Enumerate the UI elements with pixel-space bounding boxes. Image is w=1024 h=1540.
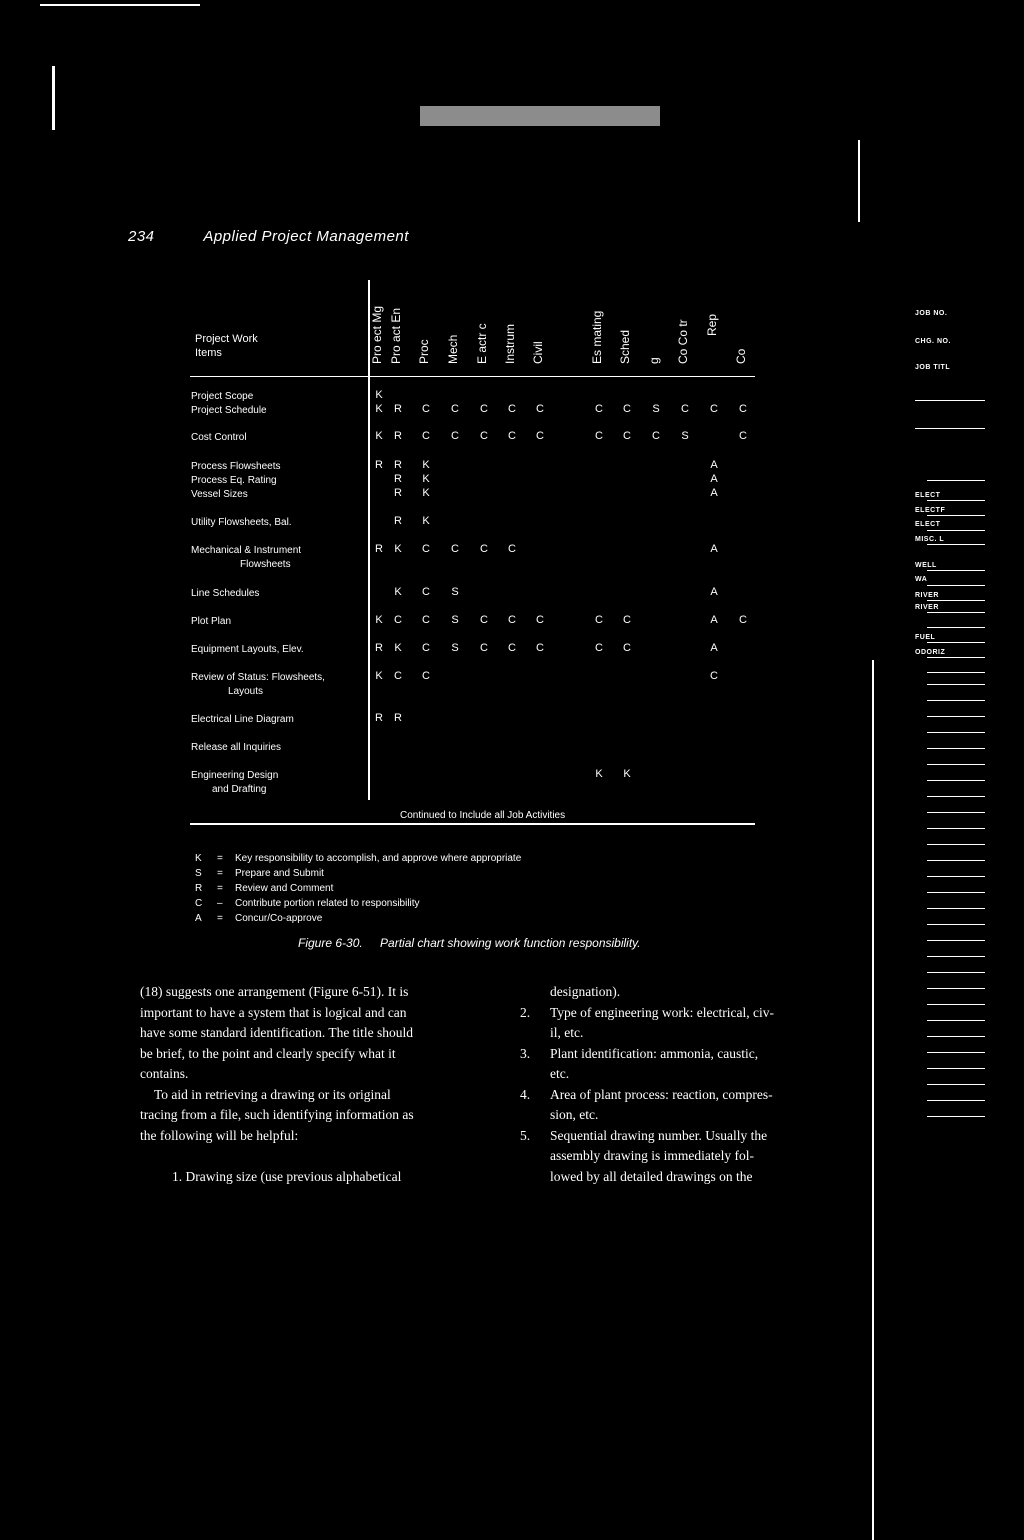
list-number — [520, 1167, 550, 1188]
column-header-label: E actr c — [475, 323, 489, 364]
column-header-label: Pro ect Mg — [370, 305, 384, 364]
column-header — [618, 300, 636, 364]
side-panel-label: JOB NO. — [915, 310, 948, 317]
list-number — [520, 1105, 550, 1126]
side-panel-label: ELECT — [915, 521, 941, 528]
legend-text: Concur/Co-approve — [235, 913, 323, 924]
list-number: 3. — [520, 1045, 531, 1061]
side-panel-rule — [927, 924, 985, 925]
table-cell: C — [451, 430, 459, 442]
side-panel-rule — [927, 876, 985, 877]
table-cell: C — [480, 403, 488, 415]
side-panel-rule — [927, 940, 985, 941]
row-label: Vessel Sizes — [191, 489, 248, 500]
row-label: Mechanical & Instrument — [191, 545, 302, 556]
table-cell: C — [394, 670, 402, 682]
legend-key: A — [195, 913, 202, 924]
figure-caption-text: Partial chart showing work function responsibility. — [380, 936, 641, 950]
row-label: Process Eq. Rating — [191, 475, 277, 486]
side-panel-rule — [927, 780, 985, 781]
table-cell: S — [681, 430, 689, 442]
table-cell: C — [480, 543, 488, 555]
body-line: To aid in retrieving a drawing or its original — [154, 1086, 391, 1102]
list-number: 2. — [520, 1004, 531, 1020]
list-item — [520, 982, 820, 1003]
work-items-header-line1: Project Work — [195, 333, 258, 345]
body-line: contains. — [140, 1066, 189, 1081]
list-item — [520, 1023, 820, 1044]
table-cell: C — [739, 403, 747, 415]
table-cell: K — [375, 389, 383, 401]
legend-key: K — [195, 853, 202, 864]
table-cell: C — [422, 670, 430, 682]
table-cell: R — [394, 459, 402, 471]
side-panel-rule — [915, 428, 985, 429]
side-panel-rule — [927, 530, 985, 531]
table-cell: C — [451, 543, 459, 555]
table-cell: R — [394, 487, 402, 499]
table-cell: C — [422, 586, 430, 598]
side-panel-rule — [927, 1052, 985, 1053]
side-panel-rule — [927, 480, 985, 481]
table-cell: C — [739, 614, 747, 626]
side-panel-label: WA — [915, 576, 928, 583]
side-panel-rule — [927, 1100, 985, 1101]
side-panel-rule — [927, 812, 985, 813]
side-panel-rule — [927, 544, 985, 545]
list-text: assembly drawing is immediately fol- — [550, 1148, 754, 1163]
table-cell: S — [451, 642, 459, 654]
side-panel-rule — [927, 892, 985, 893]
column-header-label: Co Co tr — [676, 319, 690, 364]
legend-item — [195, 851, 521, 866]
side-panel-rule — [927, 908, 985, 909]
table-cell: A — [710, 487, 718, 499]
table-cell: A — [710, 543, 718, 555]
top-edge-line — [40, 4, 200, 6]
table-cell: R — [375, 543, 383, 555]
side-panel-rule — [927, 672, 985, 673]
page-header — [128, 228, 409, 245]
continued-note: Continued to Include all Job Activities — [400, 810, 566, 821]
side-panel-rule — [927, 684, 985, 685]
list-item — [520, 1003, 820, 1024]
table-cell: C — [652, 430, 660, 442]
list-number: 4. — [520, 1086, 531, 1102]
table-cell: C — [623, 403, 631, 415]
list-text: etc. — [550, 1066, 570, 1081]
legend-key: C — [195, 898, 203, 909]
table-cell: K — [422, 459, 430, 471]
body-line — [140, 1146, 475, 1167]
side-panel-label: RIVER — [915, 604, 939, 611]
side-panel-label: ELECTF — [915, 507, 946, 514]
table-cell: R — [394, 712, 402, 724]
list-item — [520, 1126, 820, 1147]
table-cell: K — [394, 586, 402, 598]
legend-text: Prepare and Submit — [235, 868, 324, 879]
table-cell: C — [422, 642, 430, 654]
side-panel-rule — [927, 828, 985, 829]
table-cell: K — [394, 642, 402, 654]
column-header — [389, 300, 407, 364]
table-cell: C — [422, 430, 430, 442]
column-header-label: g — [647, 357, 661, 364]
work-items-header-line2: Items — [195, 347, 222, 359]
column-header — [590, 300, 608, 364]
figure-number: Figure 6-30. — [298, 936, 363, 950]
table-cell: C — [508, 543, 516, 555]
body-line: (18) suggests one arrangement (Figure 6-51). It is — [140, 984, 409, 999]
running-title: Applied Project Management — [203, 228, 409, 245]
list-number — [520, 1064, 550, 1085]
side-panel-rule — [927, 748, 985, 749]
row-label: Process Flowsheets — [191, 461, 281, 472]
table-cell: C — [595, 430, 603, 442]
table-cell: R — [375, 642, 383, 654]
row-label: Cost Control — [191, 432, 247, 443]
column-header-label: Sched — [618, 329, 632, 364]
column-header — [417, 300, 435, 364]
table-cell: C — [508, 430, 516, 442]
row-label: Layouts — [228, 686, 264, 697]
table-cell: K — [375, 430, 383, 442]
legend-sep: = — [217, 913, 223, 924]
column-header-label: Instrum — [503, 323, 517, 364]
column-header — [503, 300, 521, 364]
table-cell: C — [710, 403, 718, 415]
table-cell: C — [422, 403, 430, 415]
body-text-right — [520, 982, 820, 1187]
table-cell: S — [451, 586, 459, 598]
table-cell: C — [480, 642, 488, 654]
page-number: 234 — [128, 228, 155, 245]
body-text-left — [140, 982, 475, 1187]
table-cell: C — [623, 642, 631, 654]
list-number — [520, 1023, 550, 1044]
table-cell: K — [375, 403, 383, 415]
table-cell: C — [422, 543, 430, 555]
column-header-label: Civil — [531, 341, 545, 364]
list-item — [520, 1146, 820, 1167]
side-panel-label: JOB TITL — [915, 364, 951, 371]
table-cell: K — [394, 543, 402, 555]
table-cell: C — [508, 614, 516, 626]
column-header-label: Co — [734, 348, 748, 364]
side-panel-rule — [927, 627, 985, 628]
column-header-label: Pro act En — [389, 307, 403, 364]
side-panel-rule — [927, 1068, 985, 1069]
table-cell: C — [739, 430, 747, 442]
list-text: il, etc. — [550, 1025, 584, 1040]
side-panel-rule — [927, 844, 985, 845]
table-cell: R — [375, 712, 383, 724]
side-panel-rule — [927, 1084, 985, 1085]
column-header — [705, 272, 723, 336]
side-panel-rule — [927, 1004, 985, 1005]
legend-sep: = — [217, 868, 223, 879]
table-cell: C — [422, 614, 430, 626]
side-panel-rule — [927, 972, 985, 973]
table-cell: C — [451, 403, 459, 415]
table-cell: C — [508, 642, 516, 654]
table-cell: A — [710, 586, 718, 598]
legend-item — [195, 911, 322, 926]
body-line: be brief, to the point and clearly specify what it — [140, 1045, 396, 1061]
body-line: important to have a system that is logical and can — [140, 1004, 407, 1020]
left-margin-bar — [52, 66, 55, 130]
table-cell: K — [623, 768, 631, 780]
row-label: Equipment Layouts, Elev. — [191, 644, 304, 655]
table-cell: S — [451, 614, 459, 626]
table-cell: R — [394, 403, 402, 415]
side-panel-rule — [927, 988, 985, 989]
table-cell: C — [595, 403, 603, 415]
side-panel-rule — [927, 956, 985, 957]
table-cell: A — [710, 614, 718, 626]
legend-text: Review and Comment — [235, 883, 334, 894]
table-cell: R — [394, 515, 402, 527]
legend-text: Key responsibility to accomplish, and approve where appropriate — [235, 853, 522, 864]
body-line: tracing from a file, such identifying information as — [140, 1107, 414, 1122]
list-text: lowed by all detailed drawings on the — [550, 1168, 753, 1184]
right-edge-bar — [872, 660, 874, 1540]
table-cell: C — [595, 614, 603, 626]
table-cell: A — [710, 473, 718, 485]
right-margin-bar — [858, 140, 860, 222]
side-panel-label: FUEL — [915, 634, 936, 641]
table-cell: R — [394, 473, 402, 485]
row-label: Plot Plan — [191, 616, 232, 627]
side-panel-rule — [927, 515, 985, 516]
side-panel-rule — [927, 764, 985, 765]
legend-sep: – — [217, 898, 223, 909]
list-number — [520, 982, 550, 1003]
legend-item — [195, 881, 333, 896]
table-cell: C — [536, 642, 544, 654]
table-cell: C — [508, 403, 516, 415]
list-number: 5. — [520, 1127, 531, 1143]
table-cell: S — [652, 403, 660, 415]
side-panel-rule — [927, 642, 985, 643]
row-label: Engineering Design — [191, 770, 279, 781]
side-panel-rule — [915, 400, 985, 401]
row-label: Electrical Line Diagram — [191, 714, 294, 725]
table-cell: C — [536, 614, 544, 626]
table-cell: A — [710, 459, 718, 471]
column-header — [734, 300, 752, 364]
table-cell: K — [375, 614, 383, 626]
table-cell: A — [710, 642, 718, 654]
work-items-header — [195, 332, 258, 360]
table-cell: K — [375, 670, 383, 682]
list-text: Type of engineering work: electrical, civ- — [550, 1004, 774, 1020]
column-header — [531, 300, 549, 364]
column-header-label: Es mating — [590, 310, 604, 364]
row-label: Project Scope — [191, 391, 254, 402]
table-cell: C — [536, 403, 544, 415]
side-panel-rule — [927, 570, 985, 571]
list-text: Plant identification: ammonia, caustic, — [550, 1045, 759, 1061]
table-cell: C — [480, 430, 488, 442]
table-header-rule — [190, 376, 755, 377]
side-panel-rule — [927, 700, 985, 701]
list-item — [520, 1044, 820, 1065]
list-text: Area of plant process: reaction, compres- — [550, 1086, 773, 1102]
side-panel-rule — [927, 657, 985, 658]
list-text: sion, etc. — [550, 1107, 599, 1122]
legend-sep: = — [217, 883, 223, 894]
list-text: Sequential drawing number. Usually the — [550, 1127, 768, 1143]
list-item — [520, 1105, 820, 1126]
side-panel-label: CHG. NO. — [915, 338, 951, 345]
table-cell: R — [375, 459, 383, 471]
row-label: Project Schedule — [191, 405, 267, 416]
side-panel-rule — [927, 1116, 985, 1117]
table-cell: R — [394, 430, 402, 442]
table-cell: K — [595, 768, 603, 780]
column-header-label: Rep — [705, 313, 719, 336]
list-text: designation). — [550, 984, 621, 999]
table-cell: K — [422, 515, 430, 527]
row-label: Utility Flowsheets, Bal. — [191, 517, 292, 528]
table-cell: K — [422, 473, 430, 485]
scan-artifact-top — [420, 106, 660, 126]
side-panel-rule — [927, 612, 985, 613]
side-panel-rule — [927, 860, 985, 861]
side-panel-rule — [927, 732, 985, 733]
row-label: Release all Inquiries — [191, 742, 282, 753]
table-cell: C — [623, 430, 631, 442]
table-bottom-rule — [190, 823, 755, 825]
side-panel-label: ELECT — [915, 492, 941, 499]
side-panel-label: WELL — [915, 562, 937, 569]
table-cell: K — [422, 487, 430, 499]
table-cell: C — [681, 403, 689, 415]
legend-item — [195, 896, 420, 911]
side-panel-rule — [927, 1036, 985, 1037]
table-cell: C — [595, 642, 603, 654]
list-item — [520, 1064, 820, 1085]
body-line: the following will be helpful: — [140, 1127, 299, 1143]
row-label: Line Schedules — [191, 588, 260, 599]
table-cell: C — [394, 614, 402, 626]
side-panel-rule — [927, 500, 985, 501]
list-item — [520, 1085, 820, 1106]
table-cell: C — [480, 614, 488, 626]
list-number — [520, 1146, 550, 1167]
side-panel-rule — [927, 600, 985, 601]
side-panel-rule — [927, 796, 985, 797]
table-cell: C — [536, 430, 544, 442]
column-header-label: Proc — [417, 339, 431, 364]
legend-key: S — [195, 868, 202, 879]
side-panel-label: ODORIZ — [915, 649, 946, 656]
side-panel-rule — [927, 585, 985, 586]
body-line: have some standard identification. The title should — [140, 1025, 414, 1040]
figure-caption — [298, 936, 641, 950]
table-cell: C — [623, 614, 631, 626]
column-header — [446, 300, 464, 364]
column-header — [370, 300, 388, 364]
row-label: Flowsheets — [240, 559, 291, 570]
side-panel-label: RIVER — [915, 592, 939, 599]
legend-sep: = — [217, 853, 223, 864]
table-cell: C — [710, 670, 718, 682]
body-line: 1. Drawing size (use previous alphabetical — [172, 1168, 402, 1184]
legend-text: Contribute portion related to responsibility — [235, 898, 420, 909]
row-label: and Drafting — [212, 784, 267, 795]
legend-item — [195, 866, 324, 881]
side-panel-rule — [927, 716, 985, 717]
column-header — [475, 300, 493, 364]
column-header — [647, 300, 665, 364]
side-panel-title-block — [915, 300, 1024, 1130]
side-panel-label: MISC. L — [915, 536, 945, 543]
row-label: Review of Status: Flowsheets, — [191, 672, 325, 683]
list-item — [520, 1167, 820, 1188]
legend-key: R — [195, 883, 203, 894]
column-header-label: Mech — [446, 334, 460, 364]
side-panel-rule — [927, 1020, 985, 1021]
column-header — [676, 300, 694, 364]
